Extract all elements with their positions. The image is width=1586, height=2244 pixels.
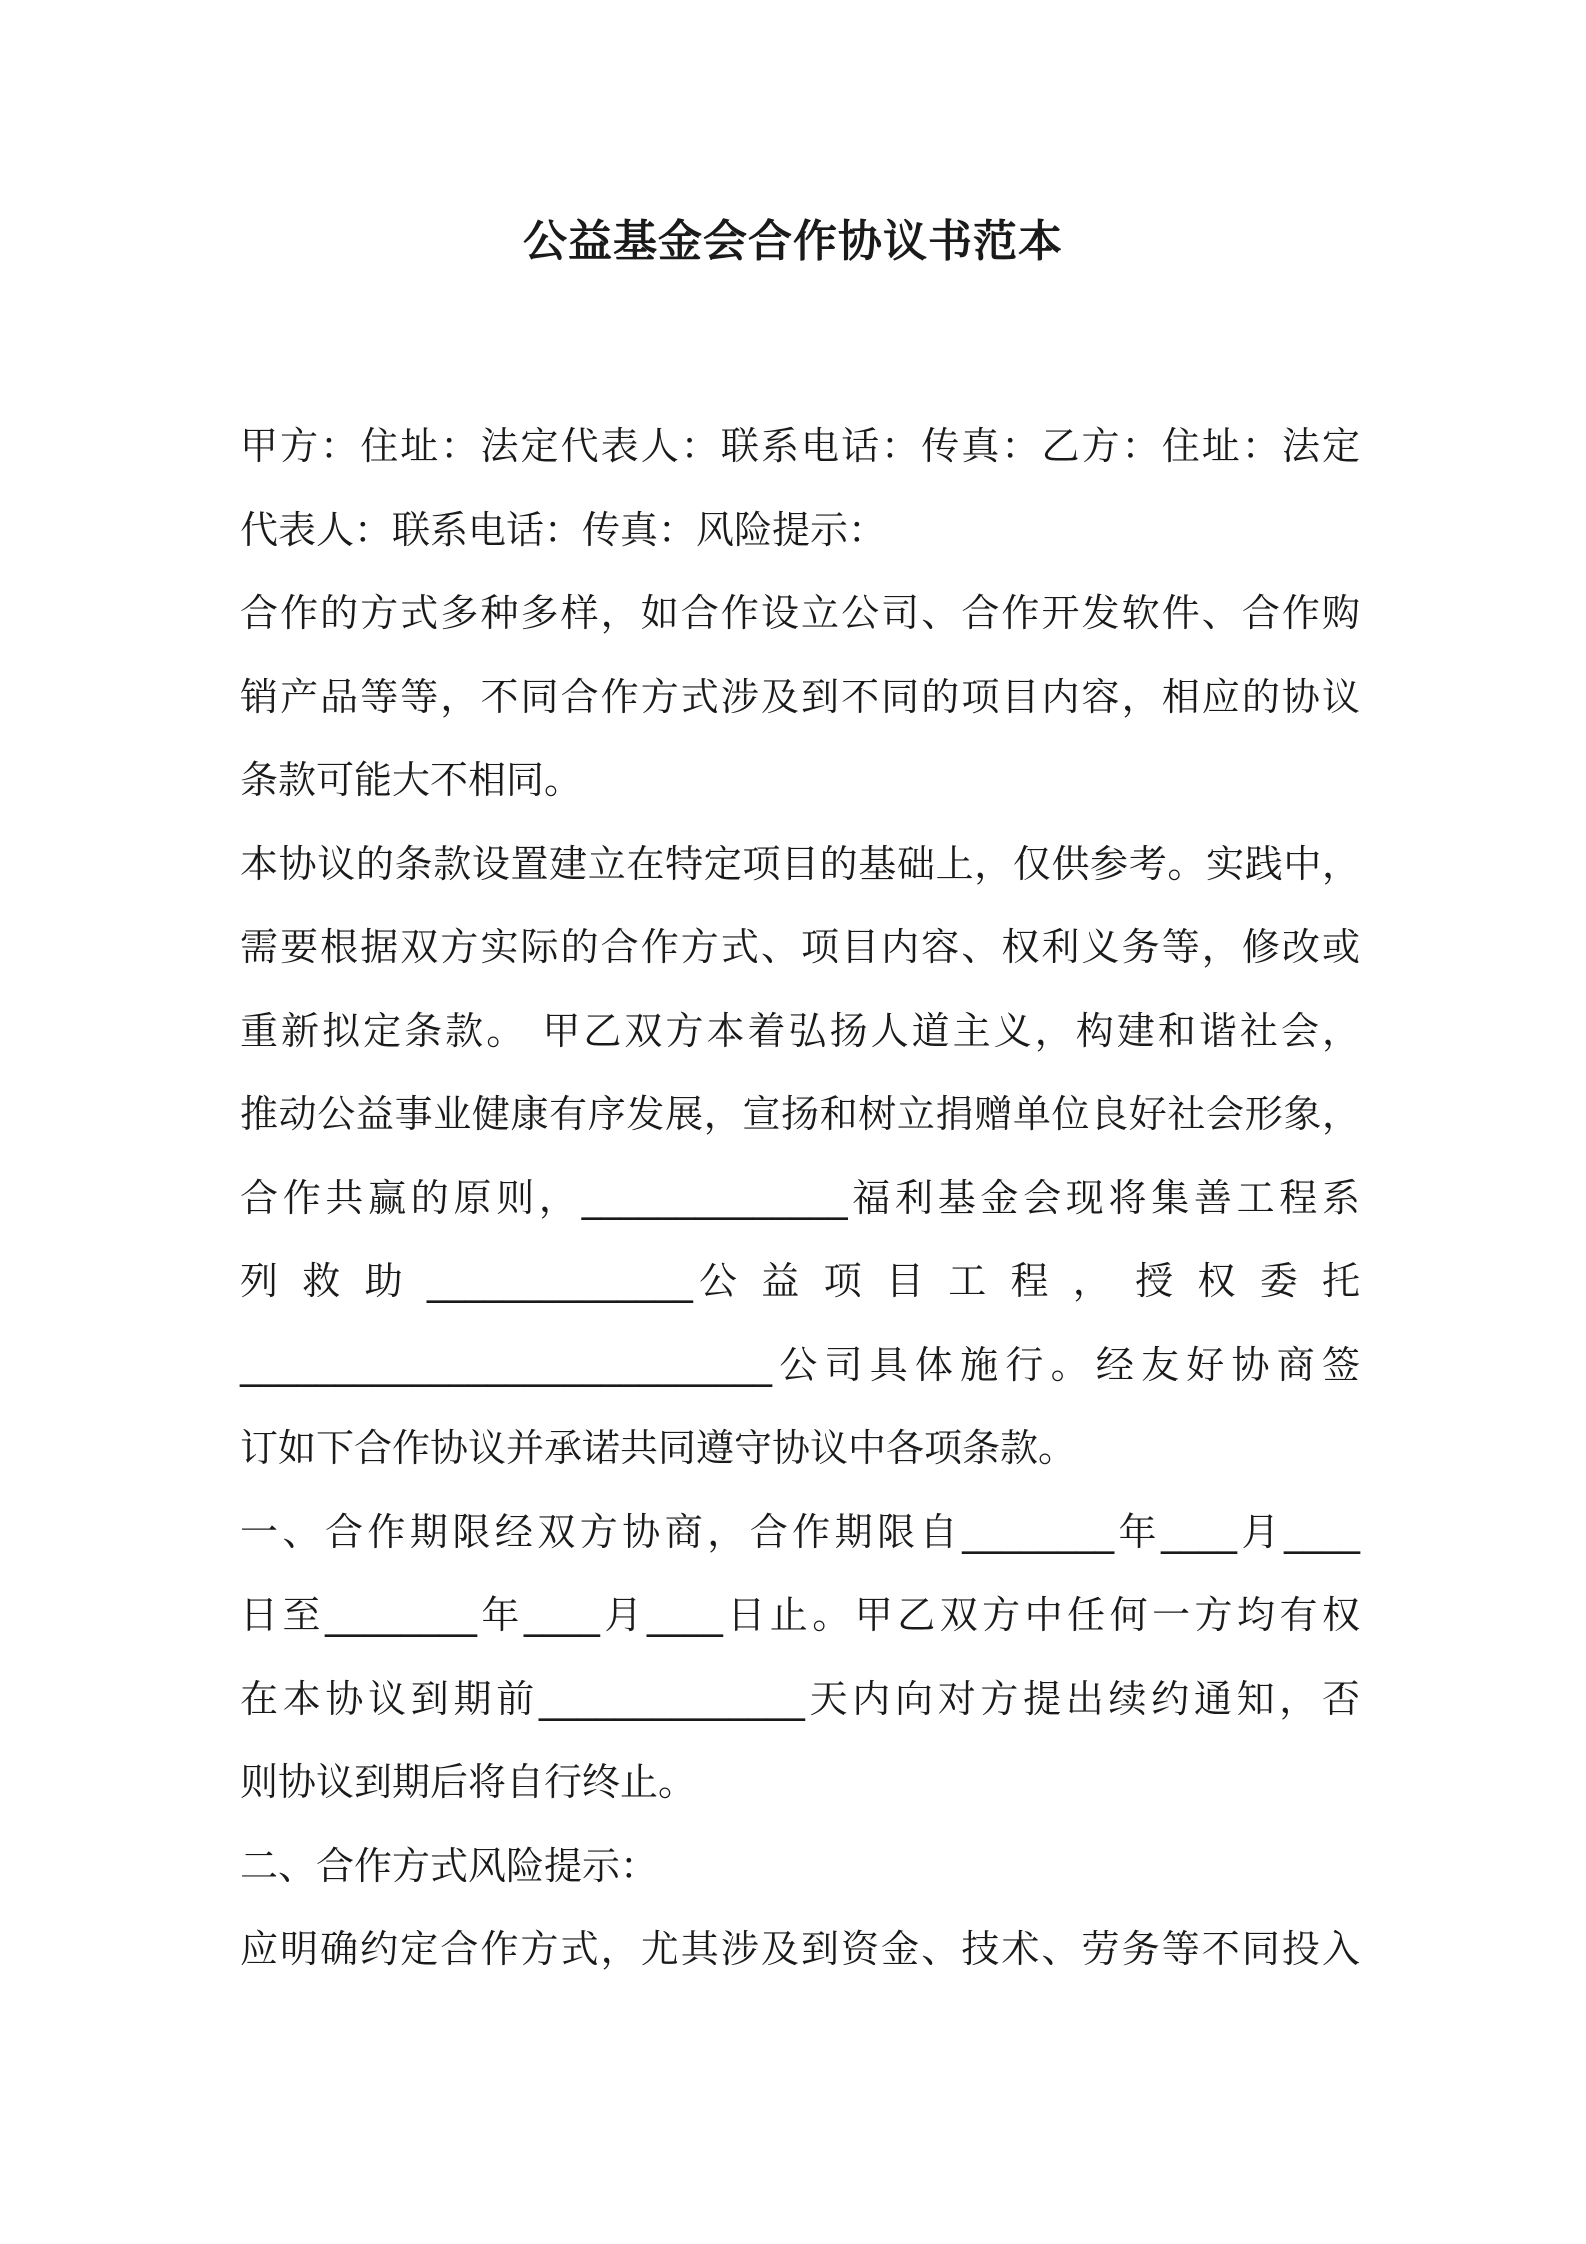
text-line: 应明确约定合作方式，尤其涉及到资金、技术、劳务等不同投入 <box>240 1927 1360 1971</box>
document-title: 公益基金会合作协议书范本 <box>523 216 1063 267</box>
text-line: 在本协议到期前______________天内向对方提出续约通知，否 <box>240 1676 1360 1721</box>
text-line: 条款可能大不相同。 <box>240 758 583 802</box>
text-line: 则协议到期后将自行终止。 <box>240 1760 697 1804</box>
text-line: 订如下合作协议并承诺共同遵守协议中各项条款。 <box>240 1426 1077 1470</box>
text-line: 合作共赢的原则，______________福利基金会现将集善工程系 <box>240 1175 1360 1220</box>
text-line: 需要根据双方实际的合作方式、项目内容、权利义务等，修改或 <box>240 925 1360 969</box>
document-body <box>240 405 1360 1992</box>
text-line: 二、合作方式风险提示： <box>240 1843 659 1888</box>
text-line: 列 救 助 ______________公 益 项 目 工 程 ， 授 权 委 托 <box>240 1259 1360 1303</box>
text-line: 重新拟定条款。 甲乙双方本着弘扬人道主义，构建和谐社会， <box>240 1008 1360 1053</box>
text-line: 合作的方式多种多样，如合作设立公司、合作开发软件、合作购 <box>240 591 1360 635</box>
text-line: 甲方：住址：法定代表人：联系电话：传真：乙方：住址：法定 <box>240 424 1360 468</box>
text-line: 代表人：联系电话：传真：风险提示： <box>240 507 887 552</box>
text-line: 推动公益事业健康有序发展，宣扬和树立捐赠单位良好社会形象， <box>240 1092 1360 1136</box>
text-line: 一、合作期限经双方协商，合作期限自________年____月____ <box>240 1509 1360 1554</box>
text-line: 本协议的条款设置建立在特定项目的基础上，仅供参考。实践中， <box>240 841 1360 886</box>
text-line: 日至________年____月____日止。甲乙双方中任何一方均有权 <box>240 1593 1360 1637</box>
text-line: 销产品等等，不同合作方式涉及到不同的项目内容，相应的协议 <box>240 674 1360 719</box>
text-line: ____________________________公司具体施行。经友好协商签 <box>240 1342 1360 1387</box>
